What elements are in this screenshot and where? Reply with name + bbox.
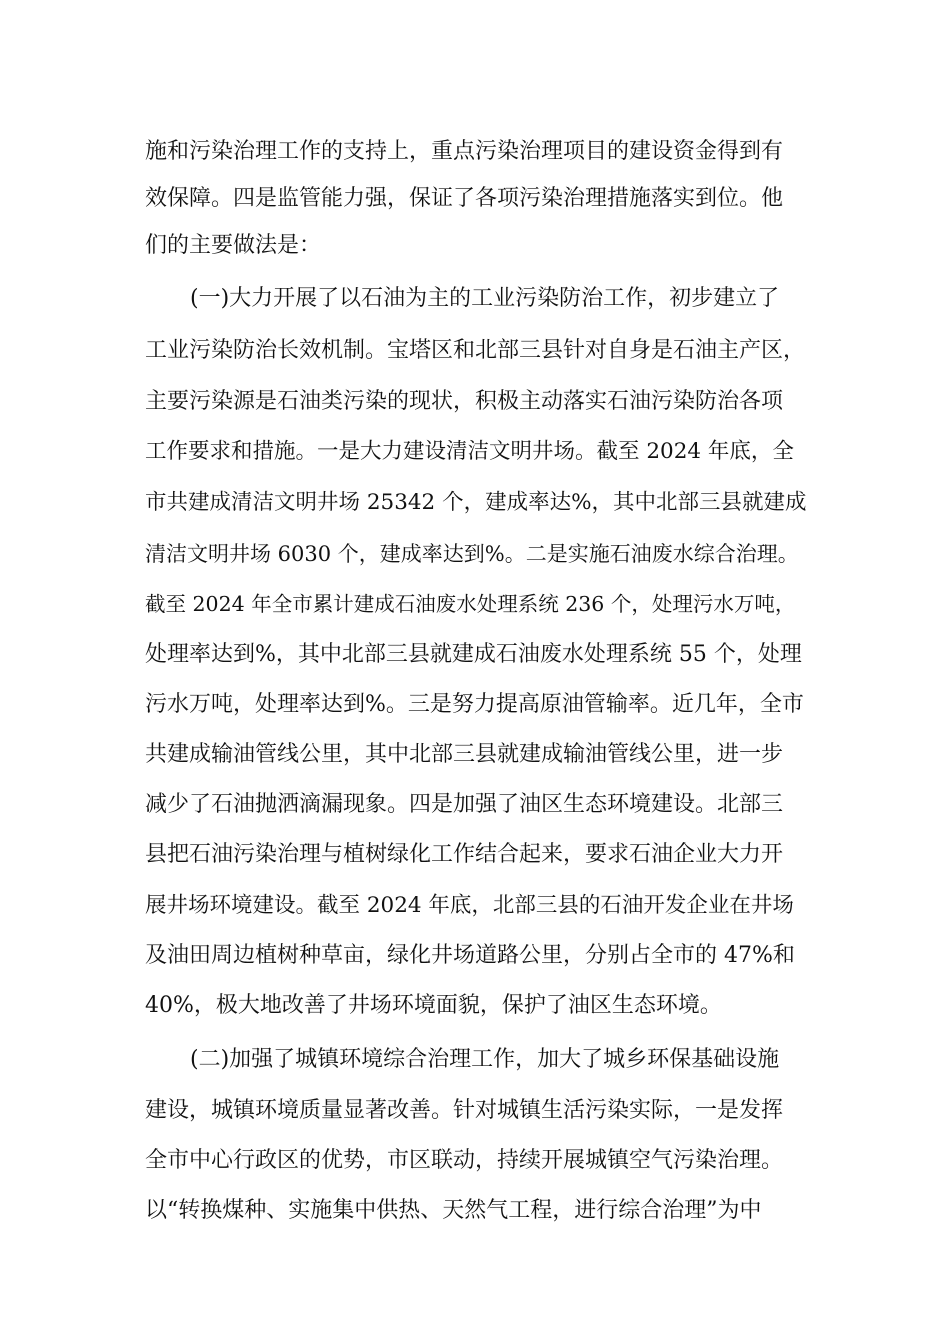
text-line: 以“转换煤种、实施集中供热、天然气工程，进行综合治理”为中 bbox=[145, 1198, 762, 1223]
text-line: 建设，城镇环境质量显著改善。针对城镇生活污染实际，一是发挥 bbox=[145, 1098, 784, 1123]
text-line: 工业污染防治长效机制。宝塔区和北部三县针对自身是石油主产区， bbox=[145, 338, 806, 363]
text-line: 共建成输油管线公里，其中北部三县就建成输油管线公里，进一步 bbox=[145, 742, 784, 767]
text-line: 全市中心行政区的优势，市区联动，持续开展城镇空气污染治理。 bbox=[145, 1148, 784, 1173]
text-line: 施和污染治理工作的支持上，重点污染治理项目的建设资金得到有 bbox=[145, 139, 784, 164]
text-line: 截至 2024 年全市累计建成石油废水处理系统 236 个，处理污水万吨， bbox=[145, 592, 796, 616]
paragraph-1-first-line: (一)大力开展了以石油为主的工业污染防治工作，初步建立了 bbox=[190, 286, 780, 311]
text-line: 县把石油污染治理与植树绿化工作结合起来，要求石油企业大力开 bbox=[145, 842, 784, 867]
text-line: 及油田周边植树种草亩，绿化井场道路公里，分别占全市的 47%和 bbox=[145, 943, 795, 968]
text-line: 污水万吨，处理率达到%。三是努力提高原油管输率。近几年，全市 bbox=[145, 692, 804, 717]
text-line: 减少了石油抛洒滴漏现象。四是加强了油区生态环境建设。北部三 bbox=[145, 792, 784, 817]
text-line: 们的主要做法是： bbox=[145, 233, 322, 258]
text-line: 清洁文明井场 6030 个，建成率达到%。二是实施石油废水综合治理。 bbox=[145, 542, 799, 566]
text-line: 40%，极大地改善了井场环境面貌，保护了油区生态环境。 bbox=[145, 993, 722, 1018]
text-line: 主要污染源是石油类污染的现状，积极主动落实石油污染防治各项 bbox=[145, 389, 784, 414]
text-line: 市共建成清洁文明井场 25342 个，建成率达%，其中北部三县就建成 bbox=[145, 490, 807, 515]
text-line: 工作要求和措施。一是大力建设清洁文明井场。截至 2024 年底，全 bbox=[145, 439, 794, 464]
text-line: 展井场环境建设。截至 2024 年底，北部三县的石油开发企业在井场 bbox=[145, 893, 794, 918]
text-line: 处理率达到%，其中北部三县就建成石油废水处理系统 55 个，处理 bbox=[145, 642, 802, 667]
text-line: 效保障。四是监管能力强，保证了各项污染治理措施落实到位。他 bbox=[145, 186, 784, 211]
paragraph-2-first-line: (二)加强了城镇环境综合治理工作，加大了城乡环保基础设施 bbox=[190, 1047, 780, 1072]
